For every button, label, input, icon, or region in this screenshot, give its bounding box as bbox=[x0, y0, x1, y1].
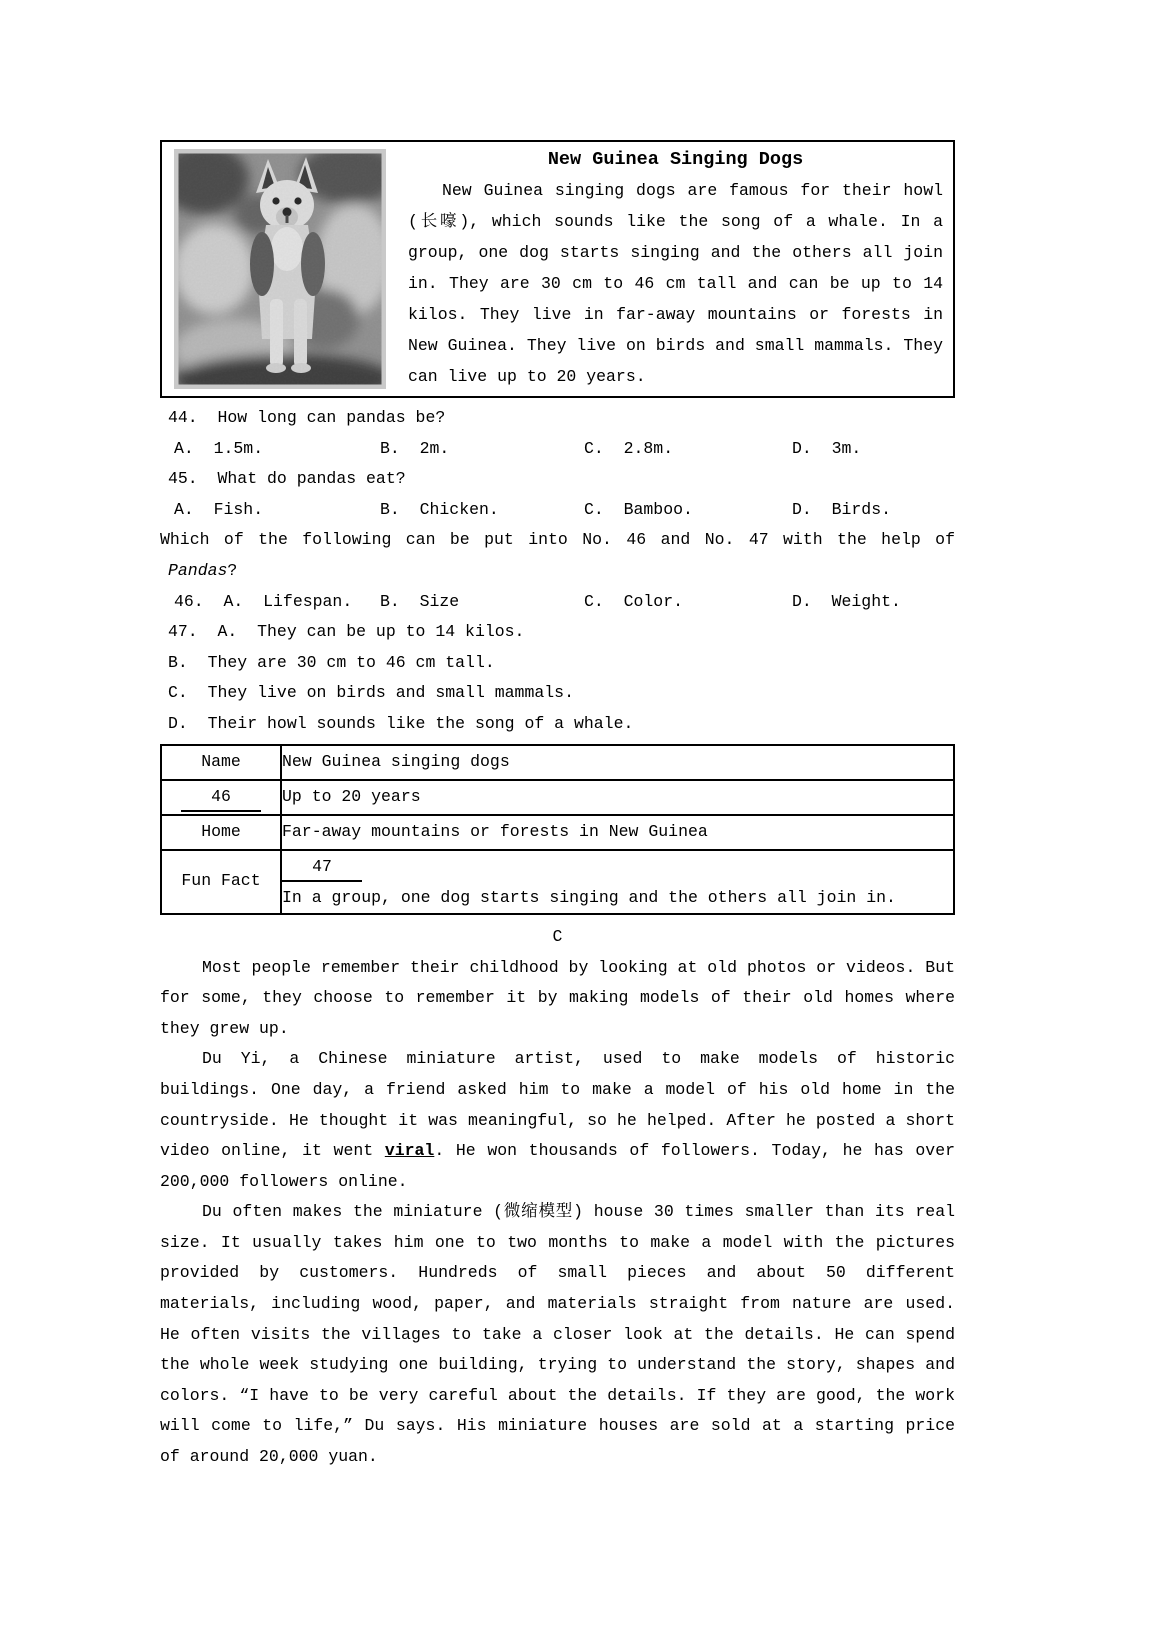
option-47-d: D. Their howl sounds like the song of a whale. bbox=[168, 713, 634, 733]
exam-content bbox=[160, 140, 955, 1473]
table-row-blank-46 bbox=[161, 780, 954, 815]
section-c-paragraph-3: Du often makes the miniature (微缩模型) house 30 times smaller than its real size. It usually takes him one to two months to make a model with the pictures provided by customers. Hundreds of small pieces and about 50 different materials, including wood, paper, and materials straight from nature are used. He often visits the villages to take a closer look at the details. He can spend the whole week studying one building, trying to understand the story, shapes and colors. “I have to be very careful about the details. If they are good, the work will come to life,” Du says. His miniature houses are sold at a starting price of around 20,000 yuan. bbox=[160, 1202, 955, 1467]
passage-text-column bbox=[394, 142, 953, 396]
table-label-home: Home bbox=[161, 815, 281, 850]
table-value-fun-fact bbox=[281, 850, 954, 914]
option-45-c: C. Bamboo. bbox=[584, 499, 693, 519]
dog-photo-graphic bbox=[174, 149, 386, 389]
option-46-d: D. Weight. bbox=[792, 591, 901, 611]
option-47-c: C. They live on birds and small mammals. bbox=[168, 683, 574, 703]
passage-title: New Guinea Singing Dogs bbox=[547, 149, 804, 170]
reading-passage-box bbox=[160, 140, 955, 398]
bridge-question-line1: Which of the following can be put into No. 46 and No. 47 with the help of bbox=[160, 530, 955, 550]
blank-47: 47 bbox=[282, 854, 362, 882]
table-row-home bbox=[161, 815, 954, 850]
summary-table bbox=[160, 744, 955, 915]
fun-fact-text: In a group, one dog starts singing and the others all join in. bbox=[282, 887, 896, 907]
section-c-heading: C bbox=[552, 926, 563, 946]
dog-photo bbox=[162, 142, 394, 396]
option-44-d: D. 3m. bbox=[792, 438, 862, 458]
option-46-c: C. Color. bbox=[584, 591, 684, 611]
question-46-options bbox=[160, 587, 955, 618]
table-row-name bbox=[161, 745, 954, 780]
option-46-b: B. Size bbox=[380, 591, 460, 611]
option-44-a: A. 1.5m. bbox=[174, 438, 264, 458]
table-value-home: Far-away mountains or forests in New Guinea bbox=[281, 815, 954, 850]
table-label-fun-fact: Fun Fact bbox=[161, 850, 281, 914]
viral-highlight: viral bbox=[384, 1141, 435, 1161]
option-47-a: 47. A. They can be up to 14 kilos. bbox=[168, 622, 525, 642]
question-45-options bbox=[160, 495, 955, 526]
blank-46: 46 bbox=[181, 784, 261, 812]
paragraph-2-pre: Du Yi, a Chinese miniature artist, used to make models of historic buildings. One day, a friend asked him to make a model of his old home in the countryside. He thought it was meaningful, so he helped. After he posted a short video online, it went bbox=[160, 1049, 955, 1161]
bridge-question-line2 bbox=[160, 556, 955, 587]
option-46-a: 46. A. Lifespan. bbox=[174, 591, 353, 611]
paragraph-2-post: . He won thousands of followers. Today, he has over 200,000 followers online. bbox=[160, 1141, 955, 1191]
question-45-stem: 45. What do pandas eat? bbox=[168, 469, 406, 489]
option-44-b: B. 2m. bbox=[380, 438, 450, 458]
table-value-name: New Guinea singing dogs bbox=[281, 745, 954, 780]
table-value-lifespan: Up to 20 years bbox=[281, 780, 954, 815]
bridge-italic-word: Pandas bbox=[168, 560, 228, 580]
question-44-options bbox=[160, 434, 955, 465]
table-label-name: Name bbox=[161, 745, 281, 780]
table-label-blank-46 bbox=[161, 780, 281, 815]
bridge-question-mark: ? bbox=[227, 560, 238, 580]
table-row-fun-fact bbox=[161, 850, 954, 914]
passage-body: New Guinea singing dogs are famous for their howl (长嚎), which sounds like the song of a whale. In a group, one dog starts singing and the others all join in. They are 30 cm to 46 cm tall and can be up to 14 kilos. They live in far-away mountains or forests in New Guinea. They live on birds and small mammals. They can live up to 20 years. bbox=[408, 181, 943, 386]
option-44-c: C. 2.8m. bbox=[584, 438, 674, 458]
question-44-stem: 44. How long can pandas be? bbox=[168, 408, 446, 427]
option-45-d: D. Birds. bbox=[792, 499, 892, 519]
blank-47-row bbox=[282, 851, 953, 883]
section-c-paragraph-2 bbox=[160, 1044, 955, 1197]
section-c-paragraph-1: Most people remember their childhood by looking at old photos or videos. But for some, they choose to remember it by making models of their old homes where they grew up. bbox=[160, 957, 955, 1038]
option-45-b: B. Chicken. bbox=[380, 499, 499, 519]
option-45-a: A. Fish. bbox=[174, 499, 264, 519]
option-47-b: B. They are 30 cm to 46 cm tall. bbox=[168, 652, 495, 672]
